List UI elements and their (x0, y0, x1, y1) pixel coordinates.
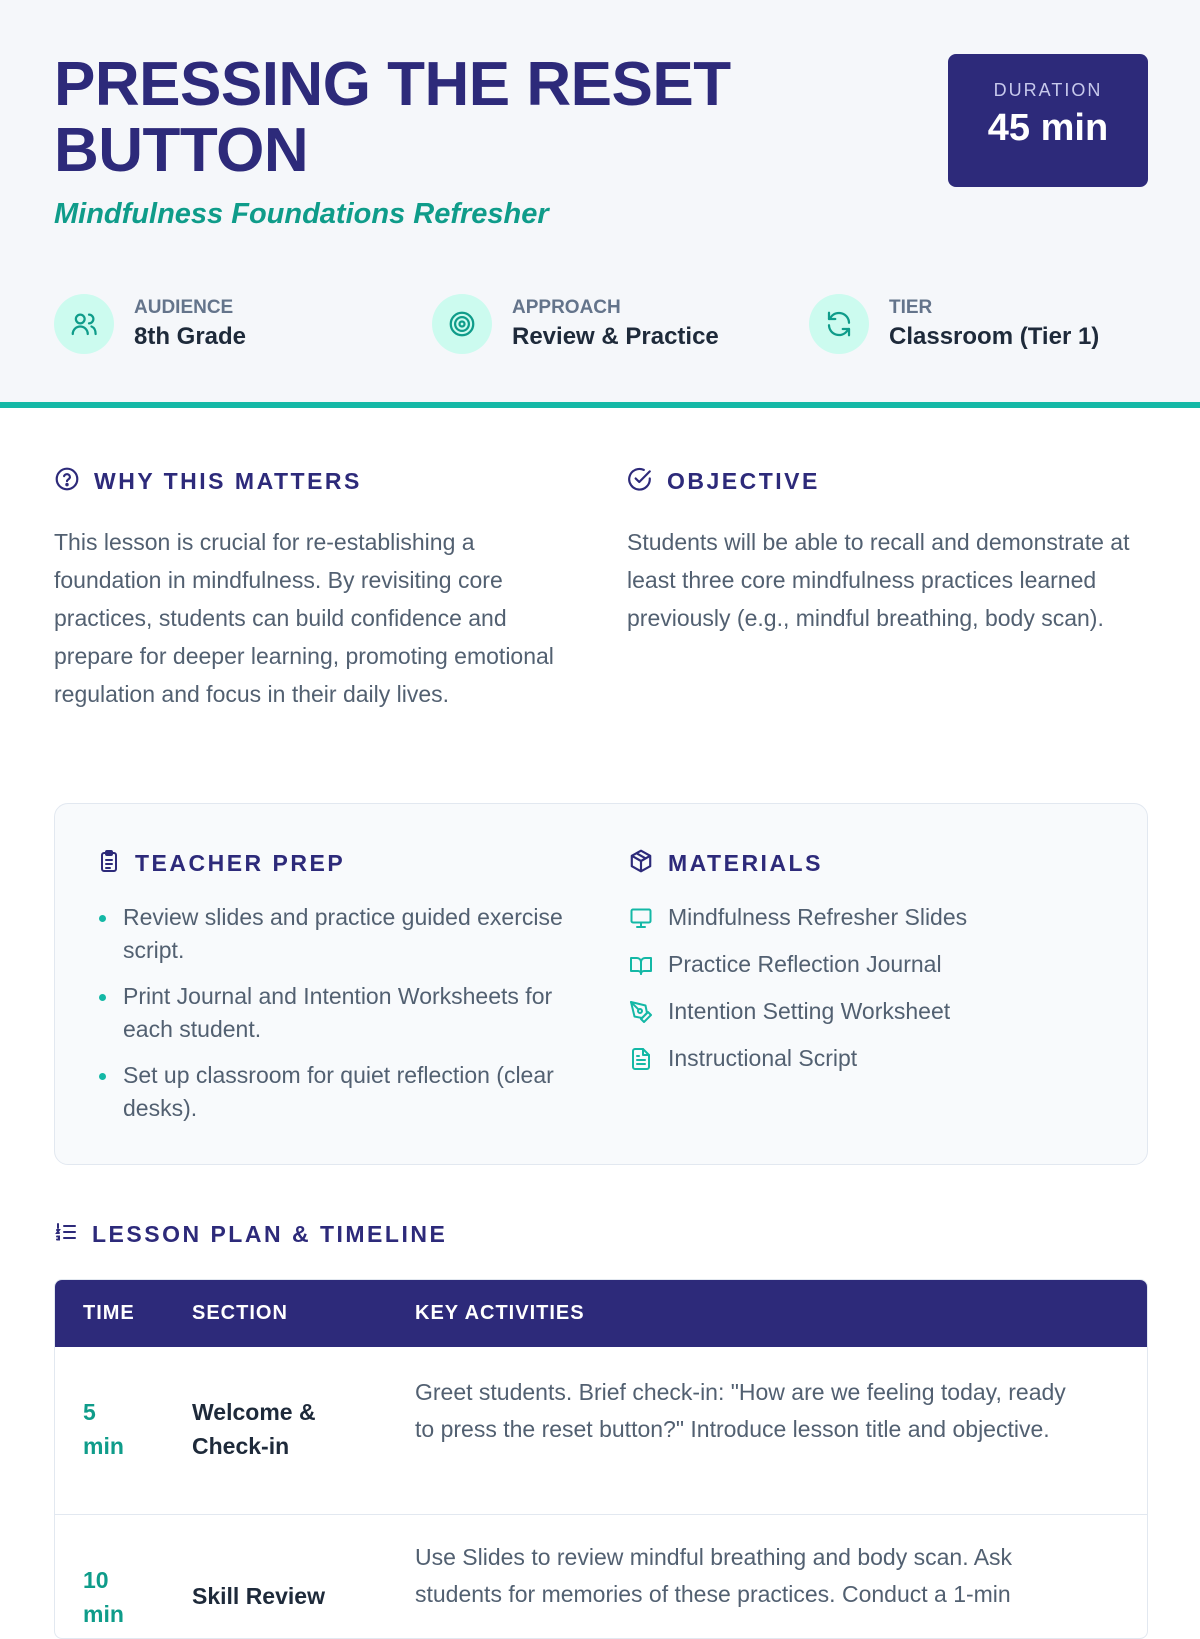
meta-approach (432, 294, 719, 354)
prep-item: Print Journal and Intention Worksheets for each student. (97, 980, 567, 1046)
teacher-prep (97, 848, 567, 1138)
row-time: 10 min (83, 1567, 124, 1627)
lesson-plan-table (54, 1279, 1148, 1639)
materials-heading: MATERIALS (668, 850, 823, 876)
lesson-plan-heading: LESSON PLAN & TIMELINE (92, 1221, 448, 1247)
target-icon (432, 294, 492, 354)
duration-badge (948, 54, 1148, 187)
meta-value: 8th Grade (134, 323, 247, 350)
duration-value: 45 min (987, 107, 1109, 149)
list-ordered-icon (54, 1220, 78, 1249)
row-activities: Greet students. Brief check-in: "How are we feeling today, ready to press the reset button?" Introduce lesson title and objective. (415, 1379, 1066, 1442)
users-icon (54, 294, 114, 354)
lesson-plan-heading-row (54, 1220, 447, 1249)
prep-item: Review slides and practice guided exercise script. (97, 901, 567, 967)
meta-label: APPROACH (512, 297, 621, 318)
table-header (55, 1280, 1147, 1347)
meta-tier (809, 294, 1099, 354)
table-row (55, 1515, 1147, 1639)
objective-heading: OBJECTIVE (667, 468, 820, 494)
document-icon (628, 1047, 654, 1071)
table-row (55, 1347, 1147, 1515)
material-label: Practice Reflection Journal (668, 951, 942, 977)
monitor-icon (628, 906, 654, 930)
why-text: This lesson is crucial for re-establishing a foundation in mindfulness. By revisiting core practices, students can build confidence and prepare for deeper learning, promoting emotional regulation and focus in their daily lives. (54, 529, 554, 707)
meta-label: AUDIENCE (134, 297, 234, 318)
row-activities: Use Slides to review mindful breathing and body scan. Ask students for memories of these practices. Conduct a 1-min (415, 1544, 1013, 1607)
duration-label: DURATION (993, 80, 1103, 100)
lesson-header (0, 0, 1200, 408)
material-label: Instructional Script (668, 1045, 858, 1071)
objective-text: Students will be able to recall and demonstrate at least three core mindfulness practices learned previously (e.g., mindful breathing, body scan). (627, 529, 1130, 631)
col-time: TIME (83, 1302, 135, 1324)
why-heading: WHY THIS MATTERS (94, 468, 362, 494)
clipboard-icon (97, 848, 121, 879)
material-label: Mindfulness Refresher Slides (668, 904, 968, 930)
row-section: Skill Review (192, 1583, 325, 1609)
lesson-subtitle: Mindfulness Foundations Refresher (54, 198, 549, 230)
material-label: Intention Setting Worksheet (668, 998, 951, 1024)
col-activities: KEY ACTIVITIES (415, 1302, 585, 1324)
refresh-icon (809, 294, 869, 354)
teacher-prep-heading: TEACHER PREP (135, 850, 346, 876)
pen-icon (628, 1000, 654, 1024)
meta-label: TIER (889, 297, 933, 318)
check-circle-icon (627, 466, 653, 497)
book-icon (628, 953, 654, 977)
meta-audience (54, 294, 246, 354)
question-icon (54, 466, 80, 497)
material-item[interactable] (628, 901, 1108, 934)
col-section: SECTION (192, 1302, 288, 1324)
meta-value: Review & Practice (512, 323, 719, 350)
meta-value: Classroom (Tier 1) (889, 323, 1100, 350)
material-item[interactable] (628, 948, 1108, 981)
prep-materials-card (54, 803, 1148, 1165)
materials (628, 848, 1108, 1089)
material-item[interactable] (628, 995, 1108, 1028)
package-icon (628, 848, 654, 879)
material-item[interactable] (628, 1042, 1108, 1075)
row-section: Welcome & Check-in (192, 1399, 316, 1459)
objective-section (627, 466, 1147, 637)
prep-item: Set up classroom for quiet reflection (clear desks). (97, 1059, 567, 1125)
lesson-title: PRESSING THE RESET BUTTON (54, 50, 731, 185)
row-time: 5 min (83, 1399, 124, 1459)
why-section (54, 466, 574, 713)
